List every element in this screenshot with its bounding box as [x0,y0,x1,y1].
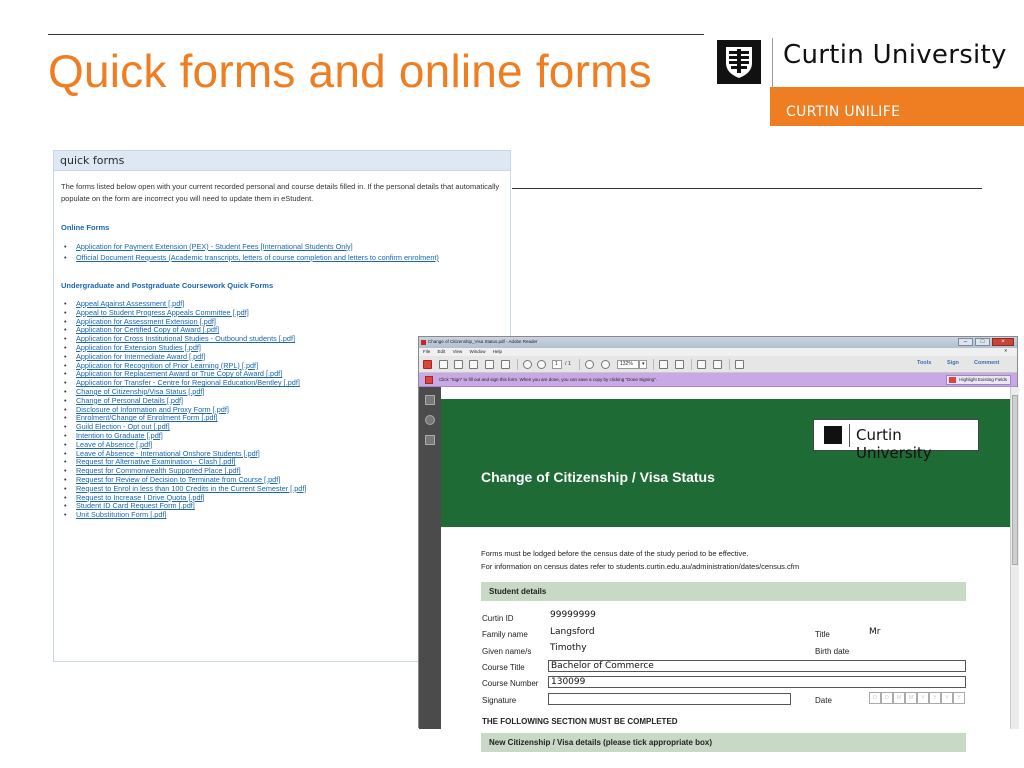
zoom-level-select[interactable]: 132% [617,360,639,369]
signatures-icon[interactable] [425,435,435,445]
online-forms-list [54,241,510,263]
toolbar-separator [579,359,580,370]
minimize-button[interactable]: – [958,338,973,346]
crest-icon [824,426,842,444]
new-citizenship-section: New Citizenship / Visa details (please tick appropriate box) [481,733,966,752]
pdf-page [441,387,1010,747]
reader-app-icon [421,340,426,345]
reader-document-area [419,387,1019,747]
date-box[interactable]: Y [953,692,965,704]
list-item-link[interactable]: • Intention to Graduate [.pdf] [63,432,503,441]
brand-divider [772,38,773,88]
zoom-in-icon[interactable] [601,360,610,369]
divider-rule [512,188,982,189]
title-label: Title [815,630,830,639]
toolbar-separator [653,359,654,370]
given-names-label: Given name/s [482,647,532,656]
comment-icon[interactable] [697,360,706,369]
date-box[interactable]: M [905,692,917,704]
document-logo [813,419,979,462]
zoom-out-icon[interactable] [585,360,594,369]
fit-page-icon[interactable] [659,360,668,369]
reader-window-title: Change of Citizenship_Visa Status.pdf - Adobe Reader [428,339,538,344]
list-item-link[interactable]: • Request for Review of Decision to Terminate from Course [.pdf] [63,476,503,485]
date-box[interactable]: M [893,692,905,704]
page-number-input[interactable]: 1 [552,360,562,369]
list-item-link[interactable]: • Application for Extension Studies [.pdf] [63,344,503,353]
family-name-label: Family name [482,630,528,639]
toolbar-separator [517,359,518,370]
list-item-link[interactable]: • Leave of Absence [.pdf] [63,441,503,450]
online-forms-heading: Online Forms [61,223,110,232]
highlight-icon[interactable] [713,360,722,369]
course-number-label: Course Number [482,679,539,688]
census-note: Forms must be lodged before the census date of the study period to be effective. [481,549,749,558]
course-title-field[interactable]: Bachelor of Commerce [548,660,966,672]
reader-menubar [419,348,1017,356]
sign-message: Click "Sign" to fill out and sign this form. When you are done, you can save a copy by clicking "Done Signing". [439,377,658,382]
date-label: Date [815,696,832,705]
curtin-id-label: Curtin ID [482,614,514,623]
reader-titlebar [419,337,1017,348]
course-title-label: Course Title [482,663,525,672]
list-item-link[interactable]: • Official Document Requests (Academic transcripts, letters of course completion and letters to confirm enrolment) [63,252,503,263]
list-item-link[interactable]: • Application for Intermediate Award [.pdf] [63,353,503,362]
maximize-button[interactable]: □ [975,338,990,346]
logo-divider [849,424,850,447]
given-names-field[interactable]: Timothy [550,643,587,653]
quick-forms-intro: The forms listed below open with your current recorded personal and course details filled in. If the personal details that automatically populate on the form are incorrect you will need to update them in eStudent. [61,182,500,203]
date-box[interactable]: D [881,692,893,704]
list-item-link[interactable]: • Change of Personal Details [.pdf] [63,397,503,406]
list-item-link[interactable]: • Application for Replacement Award or True Copy of Award [.pdf] [63,370,503,379]
date-box[interactable]: Y [941,692,953,704]
family-name-field[interactable]: Langsford [550,627,595,637]
menu-view[interactable]: View [452,349,463,354]
list-item-link[interactable]: • Request for Alternative Examination - Clash [.pdf] [63,458,503,467]
next-page-icon[interactable] [537,360,546,369]
course-number-field[interactable]: 130099 [548,676,966,688]
list-item-link[interactable]: • Request to Increase I Drive Quota [.pdf] [63,494,503,503]
navigation-pane [419,387,441,729]
reader-toolbar [419,356,1017,373]
brand-logo [717,34,1024,126]
curtin-id-field[interactable]: 99999999 [550,610,596,620]
list-item-link[interactable]: • Application for Certified Copy of Award [.pdf] [63,326,503,335]
menu-file[interactable]: File [423,349,431,354]
highlight-fields-button[interactable]: Highlight Existing Fields [946,375,1011,385]
document-title: Change of Citizenship / Visa Status [481,469,715,485]
email-icon[interactable] [501,360,510,369]
quick-forms-header: quick forms [54,151,510,171]
list-item-link[interactable]: • Request to Enrol in less than 100 Credits in the Current Semester [.pdf] [63,485,503,494]
list-item-link[interactable]: • Appeal Against Assessment [.pdf] [63,300,503,309]
list-item-link[interactable]: • Disclosure of Information and Proxy Form [.pdf] [63,406,503,415]
date-field[interactable] [869,692,965,704]
expand-icon[interactable] [735,360,744,369]
scrollbar-thumb[interactable] [1012,395,1018,565]
pdf-reader-window [418,336,1018,747]
list-item-link[interactable]: • Request for Commonwealth Supported Place [.pdf] [63,467,503,476]
menu-edit[interactable]: Edit [437,349,446,354]
menu-window[interactable]: Window [469,349,486,354]
page-total: / 1 [565,361,572,367]
title-field[interactable]: Mr [869,627,881,637]
list-item-link[interactable]: • Student ID Card Request Form [.pdf] [63,502,503,511]
document-logo-text: Curtin University [856,426,932,462]
signature-label: Signature [482,696,517,705]
birth-date-label: Birth date [815,647,850,656]
list-item-link[interactable]: • Application for Payment Extension (PEX) - Student Fees [International Students Only] [63,241,503,252]
edit-icon[interactable] [454,360,463,369]
zoom-dropdown-chevron-icon[interactable]: ▾ [639,360,647,369]
close-document-icon[interactable]: × [1004,348,1007,353]
census-info: For information on census dates refer to students.curtin.edu.au/administration/dates/census.cfm [481,562,800,571]
fit-width-icon[interactable] [675,360,684,369]
list-item-link[interactable]: • Application for Cross Institutional Studies - Outbound students [.pdf] [63,335,503,344]
open-icon[interactable] [439,360,448,369]
sign-icon [425,376,433,384]
list-item-link[interactable]: • Change of Citizenship/Visa Status [.pdf] [63,388,503,397]
document-banner [441,399,1010,527]
sign-message-bar [419,373,1017,387]
top-rule [48,34,704,35]
toolbar-separator [691,359,692,370]
sign-pane-button[interactable]: Sign [947,360,959,366]
toolbar-separator [729,359,730,370]
menu-help[interactable]: Help [492,349,503,354]
list-item-link[interactable]: • Application for Transfer - Centre for Regional Education/Bentley [.pdf] [63,379,503,388]
create-pdf-icon[interactable] [423,360,432,369]
unilife-banner: CURTIN UNILIFE [770,87,1024,126]
date-box[interactable]: D [869,692,881,704]
list-item-link[interactable]: • Enrolment/Change of Enrolment Form [.pdf] [63,414,503,423]
print-icon[interactable] [485,360,494,369]
signature-field[interactable] [548,693,791,705]
coursework-forms-heading: Undergraduate and Postgraduate Coursework Quick Forms [61,281,274,290]
list-item-link[interactable]: • Application for Assessment Extension [.pdf] [63,318,503,327]
following-section-heading: THE FOLLOWING SECTION MUST BE COMPLETED [482,717,678,726]
close-window-button[interactable]: × [992,338,1014,346]
list-item-link[interactable]: • Guild Election - Opt out [.pdf] [63,423,503,432]
crest-icon [717,40,761,84]
brand-name: Curtin University [783,40,1007,70]
student-details-section: Student details [481,582,966,601]
list-item-link[interactable]: • Application for Recognition of Prior Learning (RPL) [.pdf] [63,362,503,371]
list-item-link[interactable]: • Appeal to Student Progress Appeals Committee [.pdf] [63,309,503,318]
page-thumbnails-icon[interactable] [425,395,435,405]
comment-pane-button[interactable]: Comment [974,360,1000,366]
attachments-icon[interactable] [425,415,435,425]
date-box[interactable]: Y [929,692,941,704]
previous-page-icon[interactable] [523,360,532,369]
list-item-link[interactable]: • Unit Substitution Form [.pdf] [63,511,503,520]
list-item-link[interactable]: • Leave of Absence - International Onshore Students [.pdf] [63,450,503,459]
vertical-scrollbar[interactable] [1010,387,1019,729]
slide-title: Quick forms and online forms [48,45,652,97]
date-box[interactable]: Y [917,692,929,704]
save-icon[interactable] [469,360,478,369]
tools-pane-button[interactable]: Tools [917,360,932,366]
